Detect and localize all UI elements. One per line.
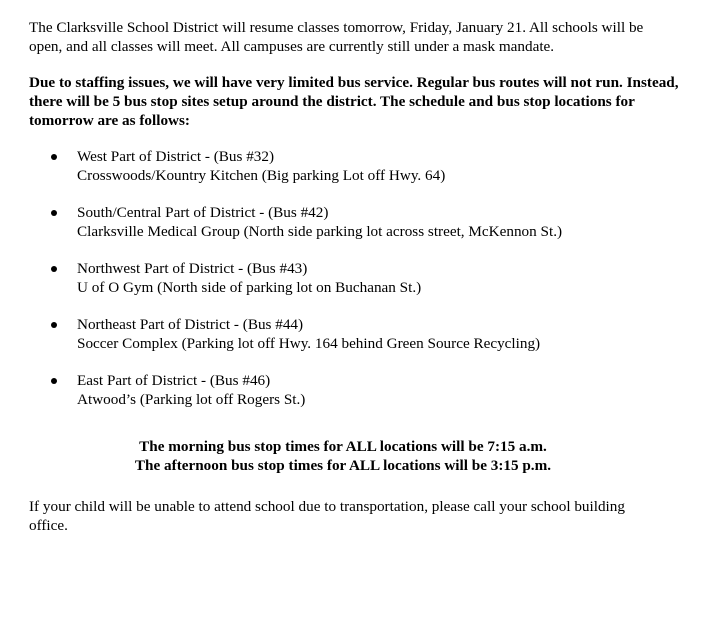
bullet-icon [51,210,57,216]
stop-area: West Part of District - (Bus #32) [77,148,275,165]
list-item [29,259,689,297]
closing-paragraph: If your child will be unable to attend school due to transportation, please call your school building office. [29,498,625,534]
bullet-icon [51,266,57,272]
bus-times [29,437,657,475]
list-item [29,203,689,241]
afternoon-time: The afternoon bus stop times for ALL locations will be 3:15 p.m. [134,457,552,474]
list-item [29,147,689,185]
intro-paragraph: The Clarksville School District will resume classes tomorrow, Friday, January 21. All schools will be open, and all classes will meet. All campuses are currently still under a mask mandate. [29,19,644,55]
stop-location: Soccer Complex (Parking lot off Hwy. 164 behind Green Source Recycling) [77,335,541,352]
stop-area: East Part of District - (Bus #46) [77,372,271,389]
stop-area: South/Central Part of District - (Bus #42) [77,204,329,221]
bus-stop-list [29,147,689,409]
stop-area: Northwest Part of District - (Bus #43) [77,260,308,277]
stop-location: U of O Gym (North side of parking lot on Buchanan St.) [77,279,422,296]
stop-location: Atwood’s (Parking lot off Rogers St.) [77,391,306,408]
stop-location: Clarksville Medical Group (North side parking lot across street, McKennon St.) [77,223,563,240]
stop-area: Northeast Part of District - (Bus #44) [77,316,304,333]
list-item [29,371,689,409]
announcement-document [29,18,689,535]
bullet-icon [51,154,57,160]
list-item [29,315,689,353]
bus-service-notice: Due to staffing issues, we will have very limited bus service. Regular bus routes will not run. Instead, there will be 5 bus stop sites setup around the district. The schedule and bus stop locations for tomorrow are as follows: [29,74,679,129]
bullet-icon [51,378,57,384]
bullet-icon [51,322,57,328]
morning-time: The morning bus stop times for ALL locations will be 7:15 a.m. [139,438,547,455]
stop-location: Crosswoods/Kountry Kitchen (Big parking Lot off Hwy. 64) [77,167,446,184]
